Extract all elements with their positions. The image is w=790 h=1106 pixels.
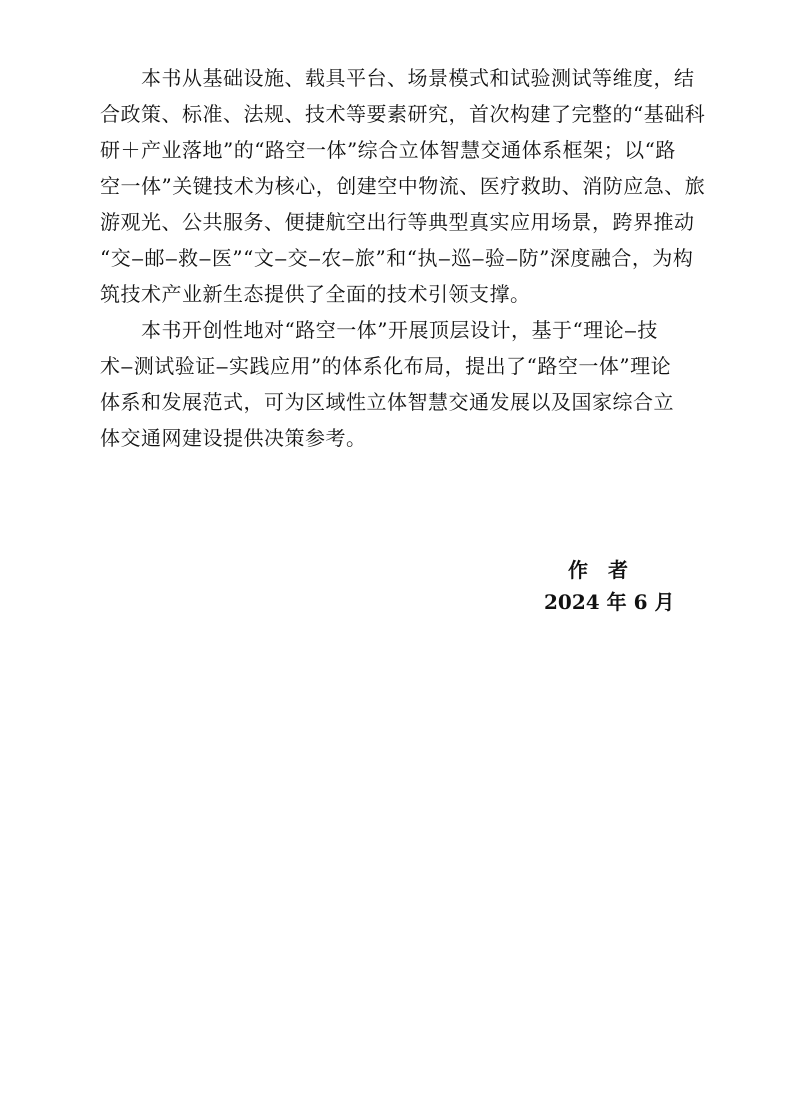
text-line: 空一体”关键技术为核心，创建空中物流、医疗救助、消防应急、旅 <box>100 174 706 198</box>
text-line: 游观光、公共服务、便捷航空出行等典型真实应用场景，跨界推动 <box>100 210 695 234</box>
date-label: 2024 年 6 月 <box>544 590 675 614</box>
author-label: 作 者 <box>568 558 628 582</box>
text-line: 本书从基础设施、载具平台、场景模式和试验测试等维度，结 <box>141 66 695 90</box>
text-line: “交‒邮‒救‒医”“文‒交‒农‒旅”和“执‒巡‒验‒防”深度融合，为构 <box>100 246 694 270</box>
text-line: 合政策、标准、法规、技术等要素研究，首次构建了完整的“基础科 <box>100 102 706 126</box>
text-line: 本书开创性地对“路空一体”开展顶层设计，基于“理论‒技 <box>141 318 658 342</box>
text-line: 体系和发展范式，可为区域性立体智慧交通发展以及国家综合立 <box>100 390 674 414</box>
text-line: 术‒测试验证‒实践应用”的体系化布局，提出了“路空一体”理论 <box>100 354 672 378</box>
text-line: 研＋产业落地”的“路空一体”综合立体智慧交通体系框架；以“路 <box>100 138 676 162</box>
text-line: 筑技术产业新生态提供了全面的技术引领支撑。 <box>100 282 531 306</box>
text-line: 体交通网建设提供决策参考。 <box>100 426 367 450</box>
